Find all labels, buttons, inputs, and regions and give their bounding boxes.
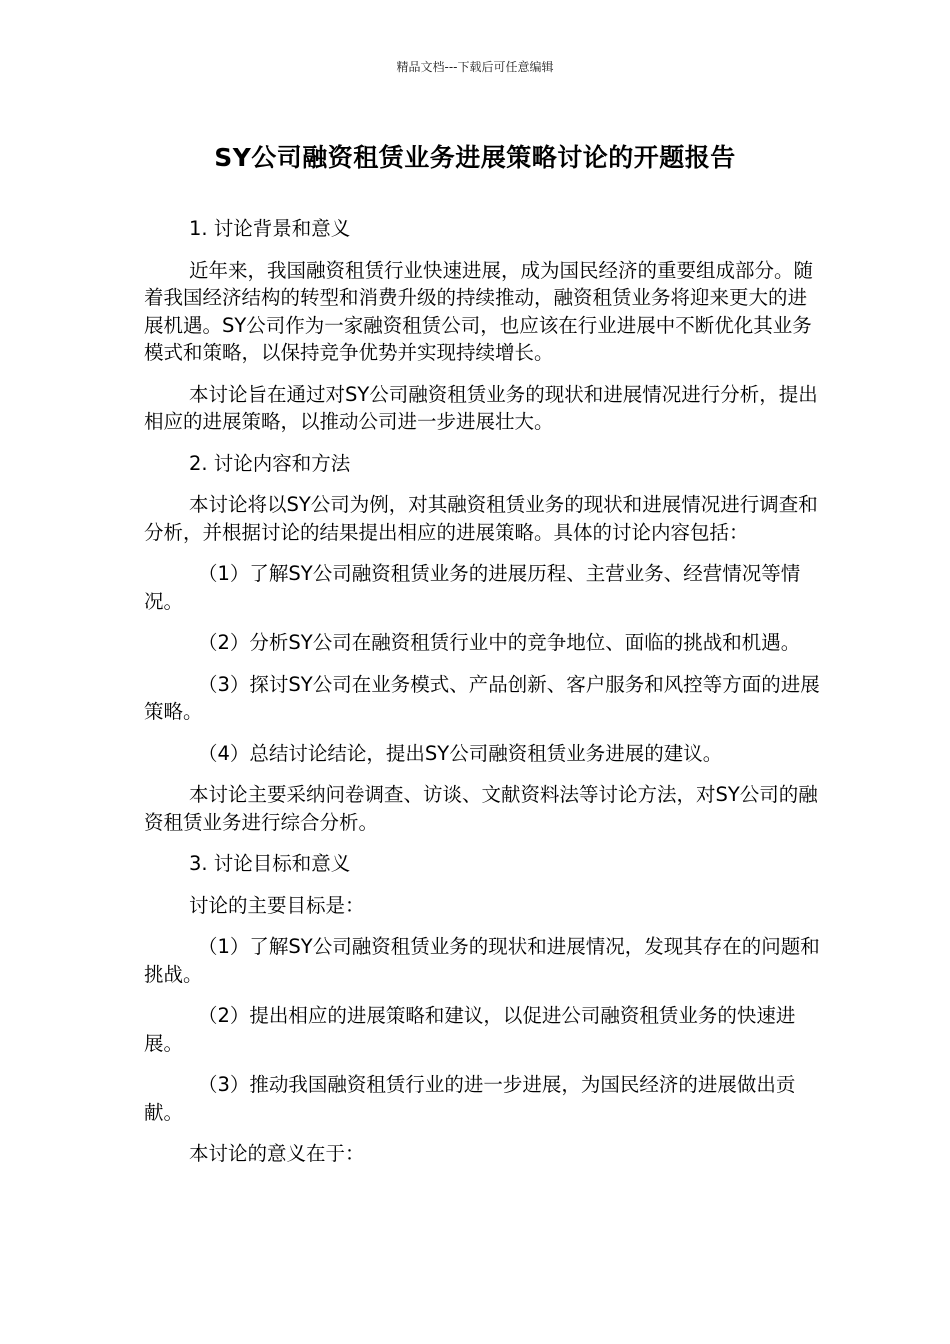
document-body <box>144 215 824 1168</box>
document-title: SY公司融资租赁业务进展策略讨论的开题报告 <box>214 143 736 172</box>
section-heading: 2. 讨论内容和方法 <box>189 451 351 475</box>
list-item: （3）推动我国融资租赁行业的进一步进展，为国民经济的进展做出贡献。 <box>144 1073 796 1124</box>
list-item: （2）提出相应的进展策略和建议，以促进公司融资租赁业务的快速进展。 <box>144 1004 796 1055</box>
list-item: （1）了解SY公司融资租赁业务的现状和进展情况，发现其存在的问题和挑战。 <box>144 935 820 986</box>
body-paragraph: 本讨论主要采纳问卷调查、访谈、文献资料法等讨论方法，对SY公司的融资租赁业务进行综合分析。 <box>144 783 818 834</box>
section-heading: 1. 讨论背景和意义 <box>189 217 351 240</box>
body-paragraph: 本讨论旨在通过对SY公司融资租赁业务的现状和进展情况进行分析，提出相应的进展策略，以推动公司进一步进展壮大。 <box>144 382 818 433</box>
body-paragraph: 近年来，我国融资租赁行业快速进展，成为国民经济的重要组成部分。随着我国经济结构的转型和消费升级的持续推动，融资租赁业务将迎来更大的进展机遇。SY公司作为一家融资租赁公司，也应该在行业进展中不断优化其业务模式和策略，以保持竞争优势并实现持续增长。 <box>144 258 814 364</box>
page-header: 精品文档---下载后可任意编辑 <box>396 60 554 74</box>
list-item: （1）了解SY公司融资租赁业务的进展历程、主营业务、经营情况等情况。 <box>144 562 801 613</box>
list-item: （3）探讨SY公司在业务模式、产品创新、客户服务和风控等方面的进展策略。 <box>144 672 820 723</box>
section-heading: 3. 讨论目标和意义 <box>189 852 351 875</box>
list-item: （4）总结讨论结论，提出SY公司融资租赁业务进展的建议。 <box>198 741 723 765</box>
body-paragraph: 讨论的主要目标是： <box>189 893 365 917</box>
body-paragraph: 本讨论将以SY公司为例，对其融资租赁业务的现状和进展情况进行调查和分析，并根据讨论的结果提出相应的进展策略。具体的讨论内容包括： <box>144 493 818 544</box>
body-paragraph: 本讨论的意义在于： <box>189 1142 365 1165</box>
list-item: （2）分析SY公司在融资租赁行业中的竞争地位、面临的挑战和机遇。 <box>198 631 801 654</box>
